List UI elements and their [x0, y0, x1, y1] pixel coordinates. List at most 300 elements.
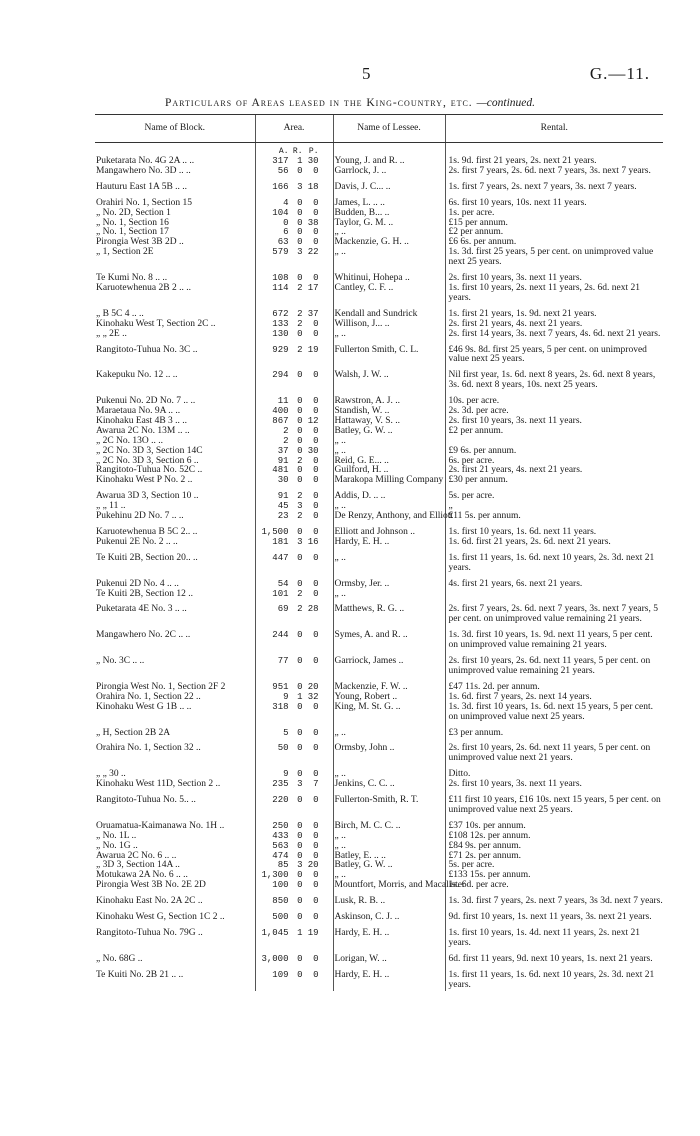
block-name: „ 2C No. 3D 3, Section 6 ..: [96, 455, 199, 466]
area-cell: [255, 248, 333, 268]
lessee-name: Marakopa Milling Company: [334, 475, 444, 486]
lessee-name: Batley, E. .. ..: [333, 852, 445, 862]
area-acres: 850: [272, 896, 289, 907]
block-name: Puketarata No. 4G 2A .. ..: [96, 156, 195, 166]
area-roods: 0: [297, 406, 303, 417]
lessee-name: Reid, G. E... ..: [333, 457, 445, 467]
area-cell: [255, 427, 333, 437]
area-acres: 563: [272, 840, 289, 851]
area-perches: 17: [307, 282, 319, 293]
area-cell: [255, 881, 333, 891]
rental-terms: 2s. first 21 years, 4s. next 21 years.: [445, 320, 663, 330]
area-acres: 235: [272, 779, 289, 790]
area-perches: 12: [307, 415, 319, 426]
area-roods: 0: [297, 445, 303, 456]
rental-terms: 9d. first 10 years, 1s. next 11 years, 3s. next 21 years.: [445, 907, 663, 923]
rental-terms: 1s. first 21 years, 1s. 9d. next 21 years.: [445, 304, 663, 320]
lessee-name: Cantley, C. F. ..: [333, 284, 445, 304]
table-body: [95, 143, 663, 991]
rental-terms: Ditto.: [445, 764, 663, 780]
lessee-name: Birch, M. C. C. ..: [333, 816, 445, 832]
lessee-name: Hardy, E. H. ..: [333, 965, 445, 991]
area-perches: 0: [313, 727, 319, 738]
area-perches: 0: [313, 318, 319, 329]
block-name: Pirongia West 3B No. 2E 2D: [96, 880, 206, 891]
table-row: [95, 193, 663, 209]
area-acres: 50: [277, 743, 289, 754]
lessee-name: Whitinui, Hohepa ..: [333, 268, 445, 284]
area-roods: 0: [297, 465, 303, 476]
table-row: [95, 391, 663, 407]
area-roods: 0: [297, 880, 303, 891]
table-title: [0, 97, 700, 109]
area-acres: 474: [272, 850, 289, 861]
area-roods: 0: [297, 273, 303, 284]
area-cell: [255, 284, 333, 304]
lessee-name: Lusk, R. B. ..: [333, 891, 445, 907]
area-cell: [255, 437, 333, 447]
rental-terms: 1s. 6d. per acre.: [445, 881, 663, 891]
area-roods: 1: [297, 928, 303, 938]
area-cell: [255, 723, 333, 739]
area-acres: 317: [272, 156, 289, 166]
table-row: [95, 548, 663, 574]
area-acres: 1,300: [261, 870, 289, 881]
rental-terms: £30 per annum.: [445, 476, 663, 486]
area-roods: 1: [297, 156, 303, 166]
area-perches: 0: [313, 701, 319, 712]
table-row: [95, 476, 663, 486]
lessee-name: Budden, B... ..: [333, 209, 445, 219]
area-roods: 0: [297, 820, 303, 831]
area-cell: [255, 625, 333, 651]
area-acres: 100: [272, 880, 289, 891]
rental-terms: 1s. per acre.: [445, 209, 663, 219]
area-perches: 0: [313, 273, 319, 284]
block-name: „ No. 1, Section 17: [96, 227, 169, 238]
rental-terms: 2s. first 14 years, 3s. next 7 years, 4s. 6d. next 21 years.: [445, 330, 663, 340]
lease-table: [95, 114, 663, 991]
area-perches: 22: [307, 247, 319, 258]
area-acres: 5: [283, 727, 289, 738]
area-cell: [255, 599, 333, 625]
area-acres: 2: [283, 435, 289, 446]
table-row: [95, 790, 663, 816]
area-acres: 30: [277, 475, 289, 486]
area-roods: 3: [297, 779, 303, 790]
block-name: Kinohaku West T, Section 2C ..: [96, 318, 216, 329]
area-cell: [255, 703, 333, 723]
area-roods: 0: [297, 527, 303, 537]
area-perches: 0: [313, 656, 319, 667]
area-cell: [255, 209, 333, 219]
area-perches: 32: [307, 691, 319, 702]
area-cell: [255, 738, 333, 764]
block-name: „ 2C No. 13O .. ..: [96, 435, 164, 446]
lessee-name: Young, J. and R. ..: [333, 157, 445, 167]
area-roods: 3: [297, 247, 303, 258]
table-row: [95, 268, 663, 284]
lessee-name: Willison, J... ..: [333, 320, 445, 330]
area-cell: [255, 466, 333, 476]
area-acres: 6: [283, 227, 289, 238]
lessee-name: Mackenzie, F. W. ..: [333, 677, 445, 693]
block-name: Te Kumi No. 8 .. ..: [96, 273, 168, 284]
rental-terms: 2s. first 10 years, 2s. 6d. next 11 years, 5 per cent. on unimproved value remaining 21 years.: [445, 651, 663, 677]
area-acres: 318: [272, 701, 289, 712]
area-cell: [255, 457, 333, 467]
area-cell: [255, 538, 333, 548]
rental-terms: 1s. 3d. first 25 years, 5 per cent. on unimproved value next 25 years.: [445, 248, 663, 268]
table-row: [95, 330, 663, 340]
area-cell: [255, 790, 333, 816]
area-cell: [255, 891, 333, 907]
area-perches: 30: [307, 156, 319, 166]
rental-terms: £6 6s. per annum.: [445, 238, 663, 248]
lessee-name: Garrlock, J. ..: [333, 167, 445, 177]
area-perches: 16: [307, 536, 319, 547]
unit-roods: R.: [292, 147, 303, 156]
rental-terms: 5s. per acre.: [445, 486, 663, 502]
area-perches: 19: [307, 344, 319, 355]
block-name: Karuotewhenua 2B 2 .. ..: [96, 282, 191, 293]
block-name: Mangawhero No. 2C .. ..: [96, 630, 191, 641]
area-perches: 20: [307, 860, 319, 871]
block-name: Rangitoto-Tuhua No. 3C ..: [96, 344, 198, 355]
area-cell: [255, 907, 333, 923]
rental-terms: £11 5s. per annum.: [445, 512, 663, 522]
unit-row: [95, 143, 663, 158]
block-name: Kinohaku East 4B 3 .. ..: [96, 415, 188, 426]
table-row: [95, 677, 663, 693]
area-roods: 0: [297, 701, 303, 712]
lessee-name: „ ..: [333, 723, 445, 739]
area-roods: 0: [297, 769, 303, 780]
area-roods: 2: [297, 455, 303, 466]
unit-perches: P.: [308, 147, 319, 156]
area-acres: 109: [272, 969, 289, 980]
area-roods: 2: [297, 344, 303, 355]
rental-terms: 1s. first 11 years, 1s. 6d. next 10 years, 2s. 3d. next 21 years.: [445, 548, 663, 574]
area-acres: 500: [272, 912, 289, 923]
block-name: Puketarata 4E No. 3 .. ..: [96, 604, 187, 615]
area-cell: [255, 157, 333, 167]
area-roods: 2: [297, 491, 303, 502]
table-row: [95, 907, 663, 923]
table-row: [95, 340, 663, 366]
rental-terms: £108 12s. per annum.: [445, 832, 663, 842]
lessee-name: Hardy, E. H. ..: [333, 538, 445, 548]
area-acres: 45: [277, 501, 289, 512]
area-perches: 0: [313, 578, 319, 589]
area-cell: [255, 391, 333, 407]
block-name: Kinohaku East No. 2A 2C ..: [96, 896, 203, 907]
area-perches: 0: [313, 588, 319, 599]
lessee-name: Ormsby, Jer. ..: [333, 574, 445, 590]
lessee-name: „ ..: [333, 548, 445, 574]
block-name: „ No. 1L ..: [96, 830, 137, 841]
lessee-name: „ ..: [333, 437, 445, 447]
area-perches: 0: [313, 743, 319, 754]
area-cell: [255, 574, 333, 590]
area-acres: 0: [283, 217, 289, 228]
block-name: Awarua 3D 3, Section 10 ..: [96, 491, 199, 502]
rental-terms: 1s. 3d. first 10 years, 1s. 9d. next 11 years, 5 per cent. on unimproved value remaining 21 years.: [445, 625, 663, 651]
area-roods: 0: [297, 197, 303, 208]
area-acres: 133: [272, 318, 289, 329]
block-name: Kakepuku No. 12 .. ..: [96, 370, 178, 381]
lessee-name: Matthews, R. G. ..: [333, 599, 445, 625]
rental-terms: 2s. first 21 years, 4s. next 21 years.: [445, 466, 663, 476]
area-roods: 0: [297, 850, 303, 861]
rental-terms: £11 first 10 years, £16 10s. next 15 years, 5 per cent. on unimproved value next 25 years.: [445, 790, 663, 816]
block-name: „ No. 1, Section 16: [96, 217, 169, 228]
area-roods: 0: [297, 435, 303, 446]
area-acres: 672: [272, 308, 289, 319]
rental-terms: 4s. first 21 years, 6s. next 21 years.: [445, 574, 663, 590]
area-perches: 0: [313, 511, 319, 522]
area-perches: 0: [313, 795, 319, 806]
area-perches: 0: [313, 969, 319, 980]
lessee-name: „ ..: [333, 590, 445, 600]
lessee-name: James, L. .. ..: [333, 193, 445, 209]
area-acres: 23: [277, 511, 289, 522]
area-roods: 0: [297, 425, 303, 436]
block-name: Awarua 2C No. 13M .. ..: [96, 425, 190, 436]
area-perches: 0: [313, 165, 319, 176]
area-roods: 0: [297, 795, 303, 806]
area-acres: 63: [277, 237, 289, 248]
rental-terms: 1s. 3d. first 10 years, 1s. 6d. next 15 years, 5 per cent. on unimproved value next 25 years.: [445, 703, 663, 723]
area-perches: 0: [313, 501, 319, 512]
area-acres: 9: [283, 769, 289, 780]
block-name: Te Kuiti 2B, Section 12 ..: [96, 588, 193, 599]
lessee-name: Batley, G. W. ..: [333, 427, 445, 437]
area-roods: 3: [297, 501, 303, 512]
block-name: Kinohaku West 11D, Section 2 ..: [96, 779, 221, 790]
block-name: Awarua 2C No. 6 .. ..: [96, 850, 177, 861]
block-name: Maraetaua No. 9A .. ..: [96, 406, 181, 417]
area-cell: [255, 340, 333, 366]
area-roods: 0: [297, 237, 303, 248]
area-cell: [255, 923, 333, 949]
block-name: Kinohaku West G, Section 1C 2 ..: [96, 912, 225, 923]
area-acres: 294: [272, 370, 289, 381]
area-acres: 2: [283, 425, 289, 436]
col-header-area: Area.: [255, 115, 333, 143]
rental-terms: 1s. first 7 years, 2s. next 7 years, 3s. next 7 years.: [445, 177, 663, 193]
block-name: Oruamatua-Kaimanawa No. 1H ..: [96, 820, 225, 831]
area-roods: 0: [297, 370, 303, 381]
area-cell: [255, 512, 333, 522]
table-row: [95, 651, 663, 677]
lessee-name: Walsh, J. W. ..: [333, 365, 445, 391]
table-row: [95, 703, 663, 723]
table-row: [95, 219, 663, 229]
lessee-name: Guilford, H. ..: [333, 466, 445, 476]
lessee-name: „ ..: [333, 871, 445, 881]
table-row: [95, 574, 663, 590]
area-perches: 0: [313, 953, 319, 964]
block-name: Hauturu East 1A 5B .. ..: [96, 181, 188, 192]
area-perches: 28: [307, 604, 319, 615]
rental-terms: 2s. first 10 years, 3s. next 11 years.: [445, 268, 663, 284]
area-cell: [255, 502, 333, 512]
table-row: [95, 625, 663, 651]
table-row: [95, 522, 663, 538]
table-row: [95, 284, 663, 304]
area-perches: 0: [313, 455, 319, 466]
area-cell: [255, 780, 333, 790]
area-perches: 0: [313, 435, 319, 446]
area-cell: [255, 193, 333, 209]
block-name: „ 3D 3, Section 14A ..: [96, 860, 180, 871]
area-acres: 108: [272, 273, 289, 284]
area-acres: 433: [272, 830, 289, 841]
area-cell: [255, 486, 333, 502]
area-perches: 0: [313, 769, 319, 780]
area-acres: 3,000: [261, 953, 289, 964]
area-perches: 0: [313, 328, 319, 339]
header-row: [95, 115, 663, 143]
rental-terms: 1s. first 10 years, 2s. next 11 years, 2s. 6d. next 21 years.: [445, 284, 663, 304]
area-perches: 0: [313, 850, 319, 861]
lessee-name: Ormsby, John ..: [333, 738, 445, 764]
rental-terms: 2s. 3d. per acre.: [445, 407, 663, 417]
rental-terms: 1s. 6d. first 7 years, 2s. next 14 years.: [445, 693, 663, 703]
area-acres: 104: [272, 207, 289, 218]
area-perches: 0: [313, 830, 319, 841]
area-roods: 3: [297, 536, 303, 547]
table-row: [95, 248, 663, 268]
area-acres: 400: [272, 406, 289, 417]
block-name: Pirongia West No. 1, Section 2F 2: [96, 681, 226, 692]
area-acres: 250: [272, 820, 289, 831]
rental-terms: £46 9s. 8d. first 25 years, 5 per cent. on unimproved value next 25 years.: [445, 340, 663, 366]
table-row: [95, 738, 663, 764]
table-row: [95, 949, 663, 965]
area-roods: 0: [297, 552, 303, 563]
area-perches: 19: [307, 928, 319, 938]
area-perches: 0: [313, 237, 319, 248]
rental-terms: 6s. per acre.: [445, 457, 663, 467]
area-cell: [255, 228, 333, 238]
area-roods: 0: [297, 896, 303, 907]
area-cell: [255, 447, 333, 457]
block-name: Rangitoto-Tuhua No. 79G ..: [96, 928, 203, 938]
table-row: [95, 512, 663, 522]
area-roods: 0: [297, 840, 303, 851]
lessee-name: Taylor, G. M. ..: [333, 219, 445, 229]
lessee-name: „ ..: [333, 330, 445, 340]
area-acres: 1,500: [261, 527, 289, 537]
area-cell: [255, 268, 333, 284]
rental-terms: £37 10s. per annum.: [445, 816, 663, 832]
lessee-name: „ ..: [333, 764, 445, 780]
rental-terms: 6d. first 11 years, 9d. next 10 years, 1s. next 21 years.: [445, 949, 663, 965]
block-name: „ No. 3C .. ..: [96, 656, 145, 667]
area-roods: 0: [297, 870, 303, 881]
lessee-name: Kendall and Sundrick: [333, 304, 445, 320]
area-perches: 30: [307, 445, 319, 456]
area-roods: 0: [297, 830, 303, 841]
area-perches: 18: [307, 181, 319, 192]
rental-terms: 2s. first 10 years, 3s. next 11 years.: [445, 417, 663, 427]
rental-terms: 2s. first 10 years, 2s. 6d. next 11 years, 5 per cent. on unimproved value next 21 years.: [445, 738, 663, 764]
area-perches: 37: [307, 308, 319, 319]
lessee-name: Lorigan, W. ..: [333, 949, 445, 965]
block-name: Te Kuiti 2B, Section 20.. ..: [96, 552, 198, 563]
area-roods: 0: [297, 165, 303, 176]
area-acres: 130: [272, 328, 289, 339]
area-acres: 85: [277, 860, 289, 871]
area-cell: [255, 548, 333, 574]
area-perches: 0: [313, 491, 319, 502]
block-name: Pukehinu 2D No. 7 .. ..: [96, 511, 184, 522]
area-acres: 244: [272, 630, 289, 641]
area-roods: 0: [297, 207, 303, 218]
lessee-name: Mountfort, Morris, and Macalister: [334, 880, 466, 891]
block-name: „ No. 1G ..: [96, 840, 138, 851]
area-roods: 0: [297, 328, 303, 339]
area-acres: 91: [277, 455, 289, 466]
area-acres: 579: [272, 247, 289, 258]
area-acres: 4: [283, 197, 289, 208]
area-roods: 0: [297, 630, 303, 641]
block-name: Te Kuiti No. 2B 21 .. ..: [96, 969, 184, 980]
area-roods: 0: [297, 578, 303, 589]
area-acres: 77: [277, 656, 289, 667]
lessee-name: Jenkins, C. C. ..: [333, 780, 445, 790]
lessee-name: „ ..: [333, 447, 445, 457]
area-cell: [255, 238, 333, 248]
rental-terms: £47 11s. 2d. per annum.: [445, 677, 663, 693]
table-row: [95, 304, 663, 320]
area-perches: 0: [313, 465, 319, 476]
block-name: Karuotewhenua B 5C 2.. ..: [96, 527, 198, 537]
rental-terms: 1s. first 10 years, 1s. 4d. next 11 years, 2s. next 21 years.: [445, 923, 663, 949]
lessee-name: Symes, A. and R. ..: [333, 625, 445, 651]
unit-acres: A.: [278, 147, 289, 156]
area-perches: 0: [313, 207, 319, 218]
area-acres: 1,045: [261, 928, 289, 938]
area-roods: 0: [297, 396, 303, 407]
block-name: „ 2C No. 3D 3, Section 14C: [96, 445, 203, 456]
rental-terms: £3 per annum.: [445, 723, 663, 739]
lessee-name: „ ..: [333, 842, 445, 852]
area-cell: [255, 167, 333, 177]
area-perches: 38: [307, 217, 319, 228]
area-cell: [255, 871, 333, 881]
area-roods: 0: [297, 727, 303, 738]
table-row: [95, 923, 663, 949]
document-reference: G.—11.: [589, 64, 650, 83]
table-row: [95, 780, 663, 790]
area-perches: 7: [313, 779, 319, 790]
area-cell: [255, 365, 333, 391]
area-cell: [255, 476, 333, 486]
table-row: [95, 891, 663, 907]
lessee-name: Young, Robert ..: [333, 693, 445, 703]
table-row: [95, 832, 663, 842]
block-name: „ „ 30 ..: [96, 769, 126, 780]
area-cell: [255, 651, 333, 677]
area-acres: 166: [272, 181, 289, 192]
rental-terms: 2s. first 10 years, 3s. next 11 years.: [445, 780, 663, 790]
area-acres: 56: [277, 165, 289, 176]
area-roods: 0: [297, 475, 303, 486]
area-roods: 0: [297, 743, 303, 754]
